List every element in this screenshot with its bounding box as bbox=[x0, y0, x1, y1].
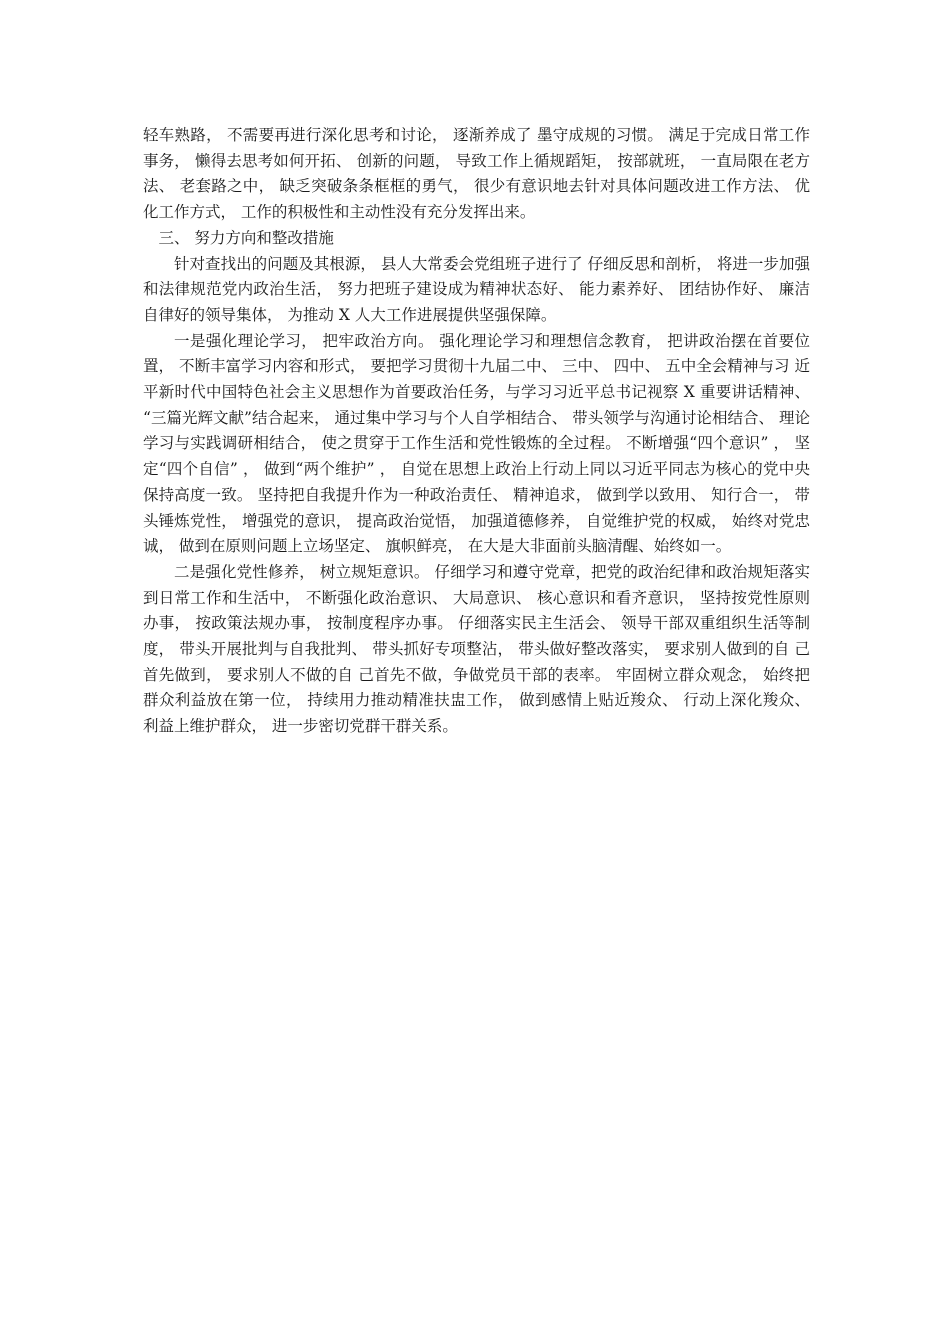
paragraph-measure-two: 二是强化党性修养， 树立规矩意识。 仔细学习和遵守党章，把党的政治纪律和政治规矩落实到日常工作和生活中， 不断强化政治意识、 大局意识、 核心意识和看齐意识， 坚持按党性原则办事， 按政策法规办事， 按制度程序办事。 仔细落实民主生活会、 领导干部双重组织生活等制度， 带头开展批判与自我批判、 带头抓好专项整沾， 带头做好整改落实， 要求别人做到的自 己首先做到， 要求别人不做的自 己首先不做，争做党员干部的表率。 牢固树立群众观念， 始终把群众利益放在第一位， 持续用力推动精准扶盅工作， 做到感情上贴近羧众、 行动上深化羧众、 利益上维护群众， 进一步密切党群干群关系。 bbox=[143, 562, 810, 736]
section-heading: 三、 努力方向和整改措施 bbox=[158, 228, 334, 247]
paragraph-intro: 针对查找出的问题及其根源， 县人大常委会党组班子进行了 仔细反思和剖析， 将进一步加强和法律规范党内政治生活， 努力把班子建设成为精神状态好、 能力素养好、 团结协作好、 廉洁自律好的领导集体， 为推动 X 人大工作进展提供坚强保障。 bbox=[143, 254, 810, 324]
paragraph-continuation: 轻车熟路， 不需要再进行深化思考和讨论， 逐渐养成了 墨守成规的习惯。 满足于完成日常工作事务， 懒得去思考如何开拓、 创新的问题， 导致工作上循规蹈矩， 按部就班， 一直局限在老方法、 老套路之中， 缺乏突破条条框框的勇气， 很少有意识地去针对具体问题改进工作方法、 优化工作方式， 工作的积极性和主动性没有充分发挥出来。 bbox=[143, 126, 810, 222]
document-body bbox=[143, 123, 810, 740]
paragraph-measure-one: 一是强化理论学习， 把牢政治方向。 强化理论学习和理想信念教育， 把讲政治摆在首要位置， 不断丰富学习内容和形式， 要把学习贯彻十九届二中、 三中、 四中、 五中全会精神与习 近平新时代中国特色社会主义思想作为首要政治任务，与学习习近平总书记视察 X 重要讲话精神、 “三篇光辉文献”结合起来， 通过集中学习与个人自学相结合、 带头领学与沟通讨论相结合、 理论学习与实践调研相结合， 使之贯穿于工作生活和党性锻炼的全过程。 不断增强“四个意识” ， 坚定“四个自信” ， 做到“两个维护” ， 自觉在思想上政治上行动上同以习近平同志为核心的党中央保持高度一致。 坚持把自我提升作为一种政治责任、 精神追求， 做到学以致用、 知行合一， 带头锤炼党性， 增强党的意识， 提高政治觉悟， 加强道德修养， 自觉维护党的权威， 始终对党忠诚， 做到在原则问题上立场坚定、 旗帜鲜亮， 在大是大非面前头脑清醒、始终如一。 bbox=[143, 331, 810, 556]
